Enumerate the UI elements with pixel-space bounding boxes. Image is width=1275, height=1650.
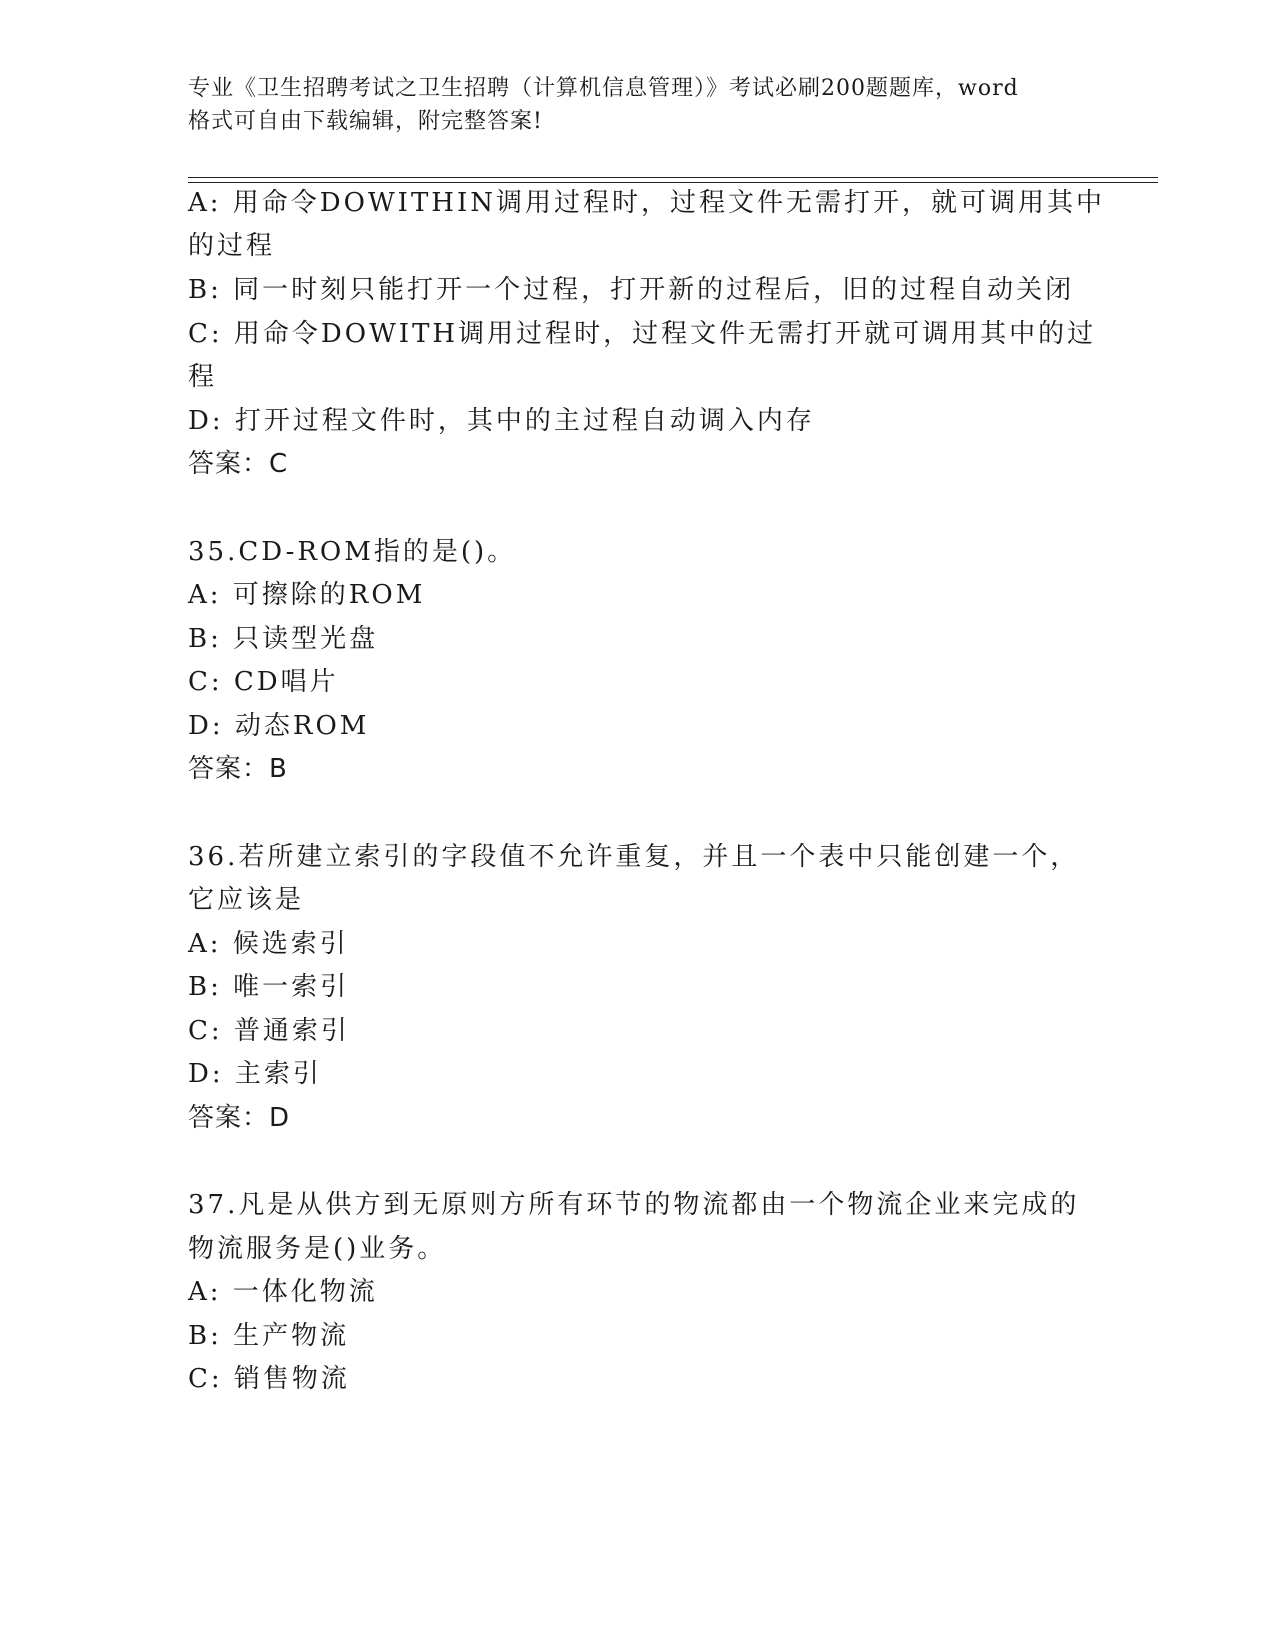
q34-option-d: D: 打开过程文件时，其中的主过程自动调入内存 [188,406,815,436]
q35-option-b: B: 只读型光盘 [188,624,379,654]
q37-question-line-2: 物流服务是()业务。 [188,1234,447,1264]
document-header [188,72,1088,138]
q34-option-c-line-2: 程 [188,362,218,392]
q36-option-a: A: 候选索引 [188,929,349,959]
q37-option-c: C: 销售物流 [188,1364,350,1394]
q35-question: 35.CD-ROM指的是()。 [188,537,517,567]
q35-answer: 答案：B [188,754,288,784]
q36-answer: 答案：D [188,1103,291,1133]
q37-option-b: B: 生产物流 [188,1321,350,1351]
q37-question-line-1: 37.凡是从供方到无原则方所有环节的物流都由一个物流企业来完成的 [188,1190,1080,1220]
q34-answer: 答案：C [188,449,289,479]
q36-question-line-1: 36.若所建立索引的字段值不允许重复，并且一个表中只能创建一个， [188,842,1080,872]
q37-option-a: A: 一体化物流 [188,1277,378,1307]
q34-option-a-line-2: 的过程 [188,231,276,261]
q35-option-c: C: CD唱片 [188,667,339,697]
q35-option-d: D: 动态ROM [188,711,370,741]
q35-option-a: A: 可擦除的ROM [188,580,426,610]
header-line-2: 格式可自由下载编辑，附完整答案! [188,109,543,134]
q36-option-b: B: 唯一索引 [188,972,350,1002]
header-divider-bottom [188,182,1158,183]
q36-question-line-2: 它应该是 [188,885,305,915]
q34-option-c-line-1: C: 用命令DOWITH调用过程时，过程文件无需打开就可调用其中的过 [188,319,1097,349]
q34-option-b: B: 同一时刻只能打开一个过程，打开新的过程后，旧的过程自动关闭 [188,275,1075,305]
q36-option-d: D: 主索引 [188,1059,322,1089]
header-line-1: 专业《卫生招聘考试之卫生招聘（计算机信息管理）》考试必刷200题题库，word [188,76,1019,101]
header-divider-top [188,177,1158,178]
q34-option-a-line-1: A: 用命令DOWITHIN调用过程时，过程文件无需打开，就可调用其中 [188,188,1105,218]
q36-option-c: C: 普通索引 [188,1016,350,1046]
